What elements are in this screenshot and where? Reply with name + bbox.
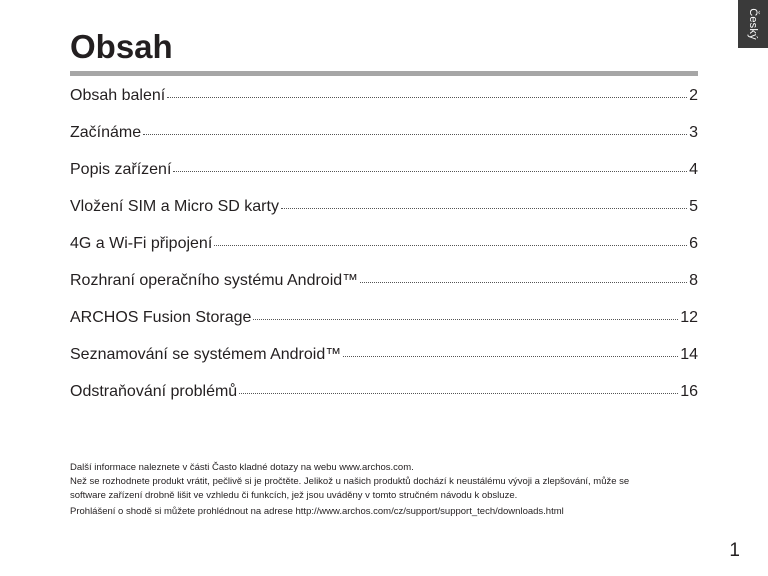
toc-item-rozhrani-android <box>70 270 698 307</box>
title-underline <box>70 71 698 76</box>
toc-item-page: 2 <box>689 87 698 104</box>
toc-item-fusion-storage <box>70 307 698 344</box>
toc-dot-leader <box>253 319 678 320</box>
toc-item-label: 4G a Wi-Fi připojení <box>70 235 213 252</box>
toc-item-page: 3 <box>689 124 698 141</box>
toc-item-label: Rozhraní operačního systému Android™ <box>70 272 359 289</box>
info-note-line: Další informace naleznete v části Často kladné dotazy na webu www.archos.com. <box>70 462 414 473</box>
toc-dot-leader <box>167 97 687 98</box>
toc-item-page: 8 <box>689 272 698 289</box>
toc-dot-leader <box>239 393 678 394</box>
toc-dot-leader <box>173 171 687 172</box>
toc-item-seznamovani-android <box>70 344 698 381</box>
page-title: Obsah <box>70 28 173 65</box>
toc-item-label: ARCHOS Fusion Storage <box>70 309 252 326</box>
toc-item-zaciname <box>70 122 698 159</box>
toc-item-page: 6 <box>689 235 698 252</box>
toc-item-obsah-baleni <box>70 85 698 122</box>
toc-item-4g-wifi <box>70 233 698 270</box>
toc-item-label: Obsah balení <box>70 87 166 104</box>
info-note-line: Než se rozhodnete produkt vrátit, pečlivě si je pročtěte. Jelikož u našich produktů dochází k neustálému vývoji a zlepšování, může se <box>70 476 630 487</box>
toc-item-odstranovani-problemu <box>70 381 698 418</box>
conformity-note-line: Prohlášení o shodě si můžete prohlédnout na adrese http://www.archos.com/cz/support/support_tech/downloads.html <box>70 506 564 517</box>
info-note <box>70 461 720 503</box>
toc-item-popis-zarizeni <box>70 159 698 196</box>
toc-item-label: Odstraňování problémů <box>70 383 238 400</box>
toc-dot-leader <box>281 208 687 209</box>
toc-item-page: 4 <box>689 161 698 178</box>
info-note-line: software zařízení drobně lišit ve vzhledu či funkcích, jež jsou uváděny v tomto stručném návodu k obsluze. <box>70 490 518 501</box>
page-number: 1 <box>729 540 740 561</box>
toc-item-label: Začínáme <box>70 124 142 141</box>
toc-item-label: Vložení SIM a Micro SD karty <box>70 198 279 215</box>
toc-item-label: Seznamování se systémem Android™ <box>70 346 342 363</box>
toc-dot-leader <box>143 134 687 135</box>
language-tab-label: Český <box>747 8 759 40</box>
language-tab <box>738 0 768 48</box>
toc-item-page: 12 <box>680 309 698 326</box>
table-of-contents <box>70 85 698 418</box>
toc-dot-leader <box>214 245 687 246</box>
conformity-note <box>70 505 720 519</box>
toc-item-page: 5 <box>689 198 698 215</box>
toc-item-label: Popis zařízení <box>70 161 172 178</box>
toc-item-page: 16 <box>680 383 698 400</box>
toc-dot-leader <box>360 282 687 283</box>
toc-item-vlozeni-sim <box>70 196 698 233</box>
toc-dot-leader <box>343 356 678 357</box>
toc-item-page: 14 <box>680 346 698 363</box>
